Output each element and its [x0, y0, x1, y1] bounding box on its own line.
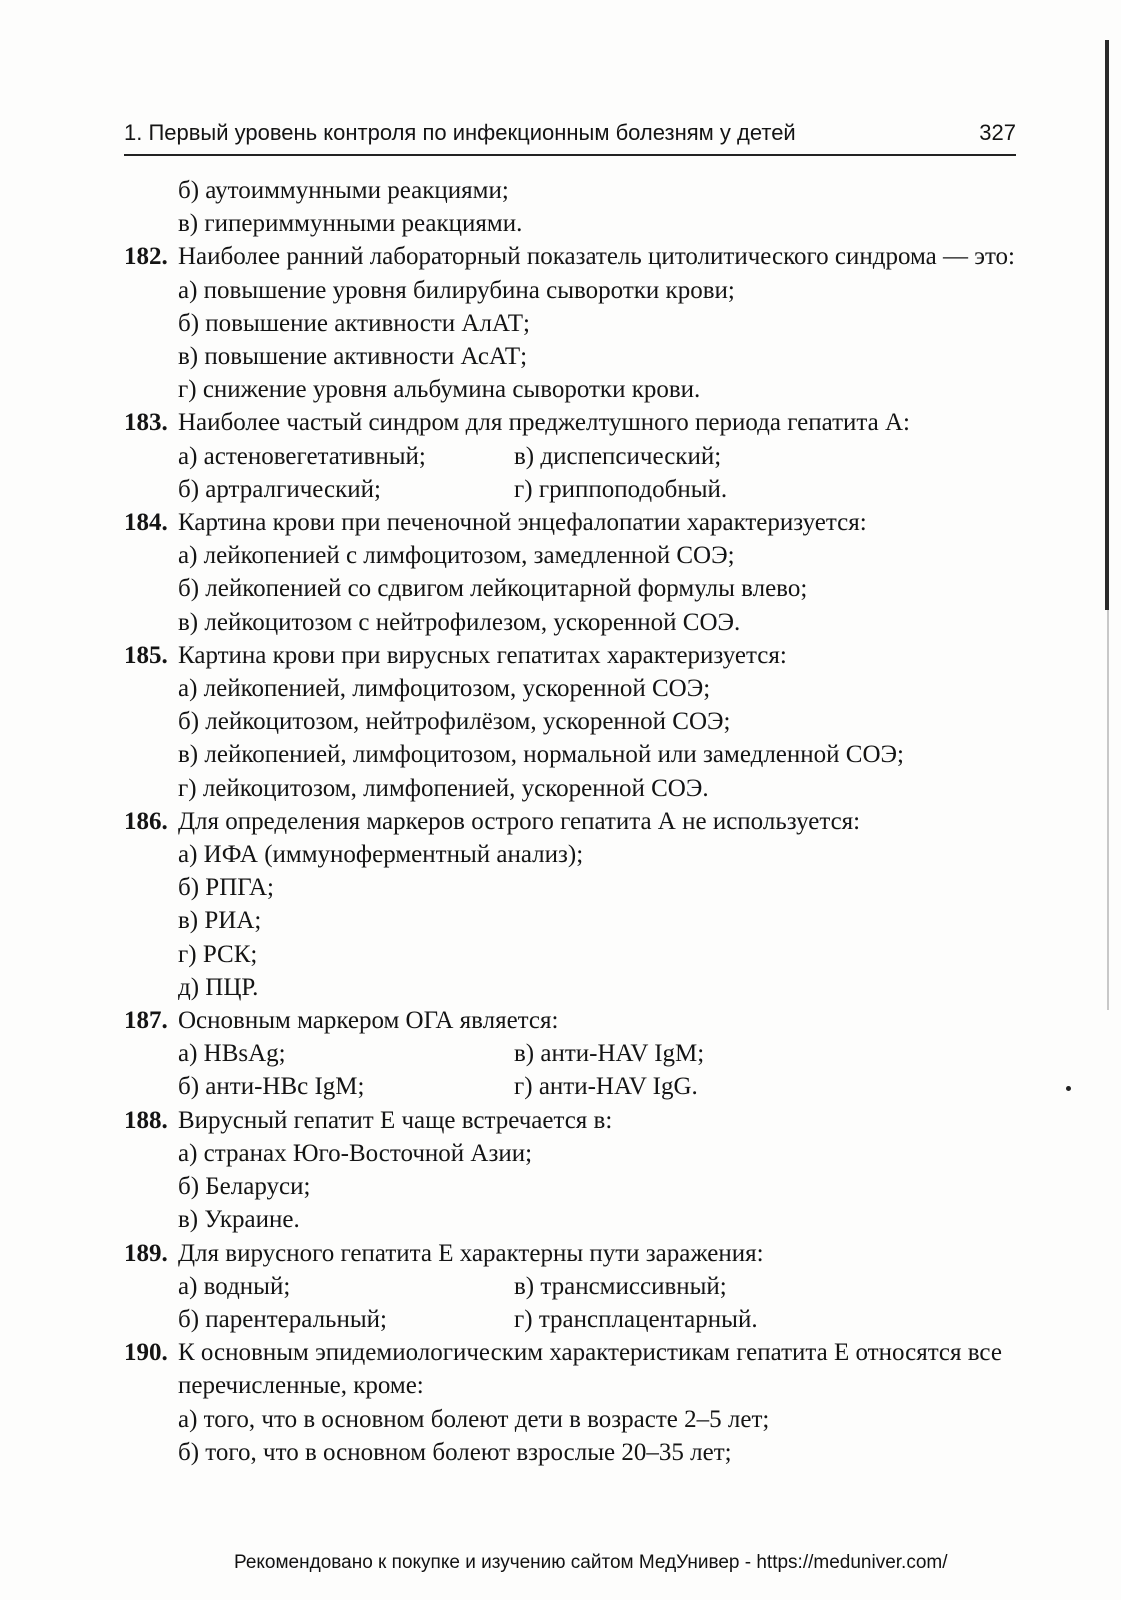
question-187 — [124, 1004, 1016, 1037]
running-header — [124, 118, 1016, 156]
option: б) Беларуси; — [178, 1173, 311, 1201]
question-number: 187. — [124, 1007, 168, 1035]
option: б) повышение активности АлАТ; — [178, 309, 531, 337]
option: а) лейкопенией, лимфоцитозом, ускоренной СОЭ; — [178, 675, 711, 703]
option: а) HBsAg; — [178, 1040, 286, 1068]
question-number: 190. — [124, 1339, 168, 1367]
option: а) лейкопенией с лимфоцитозом, замедленной СОЭ; — [178, 542, 735, 570]
option: г) снижение уровня альбумина сыворотки крови. — [178, 376, 701, 404]
question-183 — [124, 406, 1016, 439]
option: а) странах Юго-Восточной Азии; — [178, 1139, 533, 1167]
page-body — [124, 174, 1016, 1469]
option: в) лейкопенией, лимфоцитозом, нормальной или замедленной СОЭ; — [178, 741, 904, 769]
question-text: Картина крови при вирусных гепатитах характеризуется: — [178, 641, 787, 669]
question-189 — [124, 1237, 1016, 1270]
option: б) аутоиммунными реакциями; — [178, 177, 509, 204]
option: б) лейкоцитозом, нейтрофилёзом, ускоренной СОЭ; — [178, 708, 731, 736]
question-186 — [124, 805, 1016, 838]
option: г) лейкоцитозом, лимфопенией, ускоренной СОЭ. — [178, 774, 709, 802]
question-text: К основным эпидемиологическим характеристикам гепатита Е относятся все перечисленные, кроме: — [178, 1339, 1002, 1400]
question-number: 186. — [124, 807, 168, 835]
scan-speck — [1066, 1086, 1071, 1091]
option: в) анти-HAV IgM; — [514, 1040, 705, 1068]
scan-edge-shadow — [1107, 610, 1109, 1010]
question-number: 184. — [124, 509, 168, 537]
option: а) астеновегетативный; — [178, 442, 426, 470]
option-row — [124, 1303, 1016, 1336]
question-190 — [124, 1336, 1016, 1402]
question-number: 183. — [124, 409, 168, 437]
option: б) того, что в основном болеют взрослые 20–35 лет; — [178, 1438, 732, 1466]
question-number: 185. — [124, 641, 168, 669]
option: б) артралгический; — [178, 475, 381, 503]
question-185 — [124, 639, 1016, 672]
option-row — [124, 473, 1016, 506]
option: б) анти-HBc IgM; — [178, 1073, 365, 1101]
footer-watermark: Рекомендовано к покупке и изучению сайтом МедУнивер - https://meduniver.com/ — [234, 1552, 948, 1573]
option: в) лейкоцитозом с нейтрофилезом, ускоренной СОЭ. — [178, 608, 741, 636]
option: в) диспепсический; — [514, 442, 722, 470]
scan-edge-line — [1105, 40, 1109, 610]
question-text: Основным маркером ОГА является: — [178, 1007, 559, 1035]
option-row — [124, 1270, 1016, 1303]
page-number: 327 — [979, 120, 1016, 145]
option: в) РИА; — [178, 907, 262, 935]
question-text: Для вирусного гепатита Е характерны пути заражения: — [178, 1239, 764, 1267]
option: в) Украине. — [178, 1206, 300, 1234]
question-188 — [124, 1104, 1016, 1137]
option: а) того, что в основном болеют дети в возрасте 2–5 лет; — [178, 1405, 770, 1433]
option: г) трансплацентарный. — [514, 1305, 758, 1333]
option: б) лейкопенией со сдвигом лейкоцитарной формулы влево; — [178, 575, 808, 603]
option-row — [124, 440, 1016, 473]
option: д) ПЦР. — [178, 973, 259, 1001]
question-number: 189. — [124, 1239, 168, 1267]
question-182 — [124, 240, 1016, 273]
chapter-title: 1. Первый уровень контроля по инфекционным болезням у детей — [124, 120, 796, 145]
option: а) водный; — [178, 1272, 291, 1300]
option: г) РСК; — [178, 940, 258, 968]
option: г) анти-HAV IgG. — [514, 1073, 698, 1101]
option: г) гриппоподобный. — [514, 475, 728, 503]
option: в) повышение активности АсАТ; — [178, 343, 528, 371]
option: в) гипериммунными реакциями. — [178, 210, 523, 238]
option: а) повышение уровня билирубина сыворотки крови; — [178, 276, 735, 304]
question-184 — [124, 506, 1016, 539]
question-number: 182. — [124, 243, 168, 271]
question-text: Картина крови при печеночной энцефалопатии характеризуется: — [178, 509, 867, 537]
question-text: Наиболее частый синдром для преджелтушного периода гепатита А: — [178, 409, 910, 437]
question-text: Наиболее ранний лабораторный показатель цитолитического синдрома — это: — [178, 243, 1015, 271]
option: а) ИФА (иммуноферментный анализ); — [178, 841, 584, 869]
question-text: Вирусный гепатит Е чаще встречается в: — [178, 1106, 613, 1134]
option: б) парентеральный; — [178, 1305, 387, 1333]
question-text: Для определения маркеров острого гепатита А не используется: — [178, 807, 861, 835]
question-number: 188. — [124, 1106, 168, 1134]
option: б) РПГА; — [178, 874, 274, 902]
option-row — [124, 1037, 1016, 1070]
option: в) трансмиссивный; — [514, 1272, 727, 1300]
option-row — [124, 1070, 1016, 1103]
